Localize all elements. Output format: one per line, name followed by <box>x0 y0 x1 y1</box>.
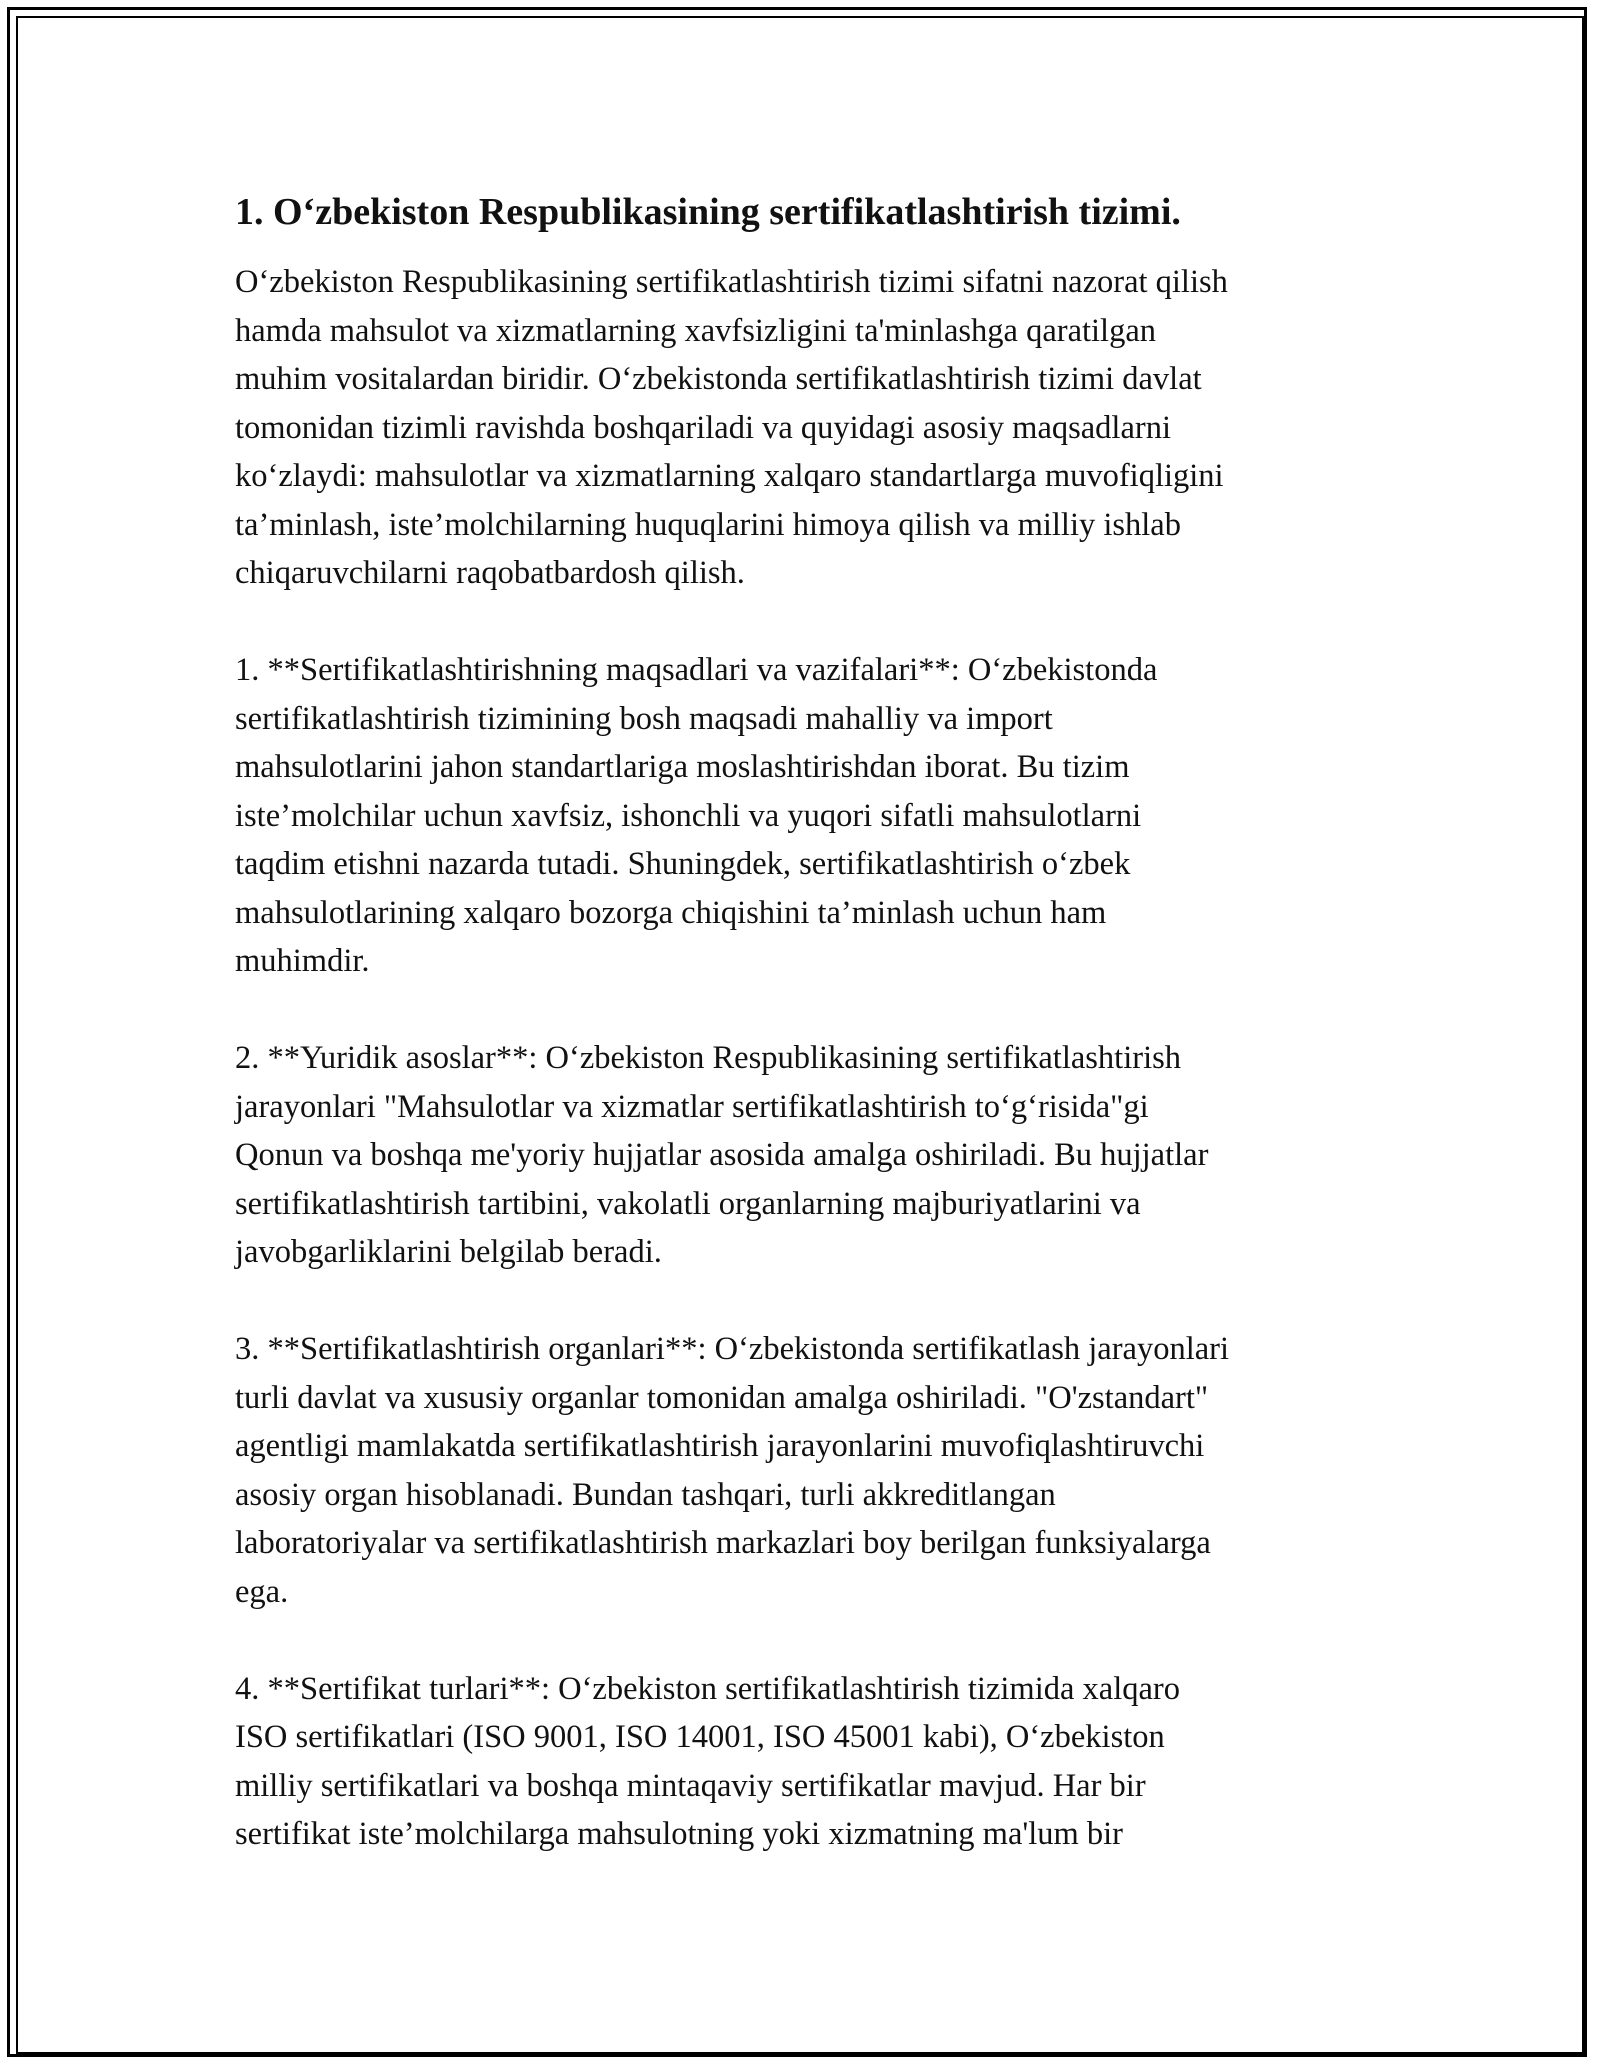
paragraph-line: asosiy organ hisoblanadi. Bundan tashqari, turli akkreditlangan <box>235 1476 1056 1513</box>
paragraph-line: O‘zbekiston Respublikasining sertifikatlashtirish tizimi sifatni nazorat qilish <box>235 264 1228 300</box>
page-title: 1. O‘zbekiston Respublikasining sertifikatlashtirish tizimi. <box>235 191 1181 233</box>
paragraph-legal-basis <box>235 1034 1365 1277</box>
paragraph-intro <box>235 258 1365 598</box>
paragraph-line: ISO sertifikatlari (ISO 9001, ISO 14001, ISO 45001 kabi), O‘zbekiston <box>235 1719 1165 1755</box>
paragraph-line: ta’minlash, iste’molchilarning huquqlarini himoya qilish va milliy ishlab <box>235 506 1181 543</box>
paragraph-line: Qonun va boshqa me'yoriy hujjatlar asosida amalga oshiriladi. Bu hujjatlar <box>235 1137 1209 1173</box>
paragraph-line: muhimdir. <box>235 943 370 979</box>
paragraph-line: muhim vositalardan biridir. O‘zbekistonda sertifikatlashtirish tizimi davlat <box>235 361 1202 397</box>
paragraph-line: chiqaruvchilarni raqobatbardosh qilish. <box>235 555 745 591</box>
paragraph-line: hamda mahsulot va xizmatlarning xavfsizligini ta'minlashga qaratilgan <box>235 312 1157 349</box>
paragraph-line: 4. **Sertifikat turlari**: O‘zbekiston sertifikatlashtirish tizimida xalqaro <box>235 1670 1180 1707</box>
paragraph-line: turli davlat va xususiy organlar tomonidan amalga oshiriladi. "O'zstandart" <box>235 1379 1209 1416</box>
paragraph-goals <box>235 646 1365 986</box>
paragraph-line: javobgarliklarini belgilab beradi. <box>235 1234 662 1270</box>
paragraph-line: taqdim etishni nazarda tutadi. Shuningdek, sertifikatlashtirish o‘zbek <box>235 846 1131 882</box>
paragraph-line: sertifikatlashtirish tizimining bosh maqsadi mahalliy va import <box>235 700 1053 737</box>
paragraph-line: 1. **Sertifikatlashtirishning maqsadlari va vazifalari**: O‘zbekistonda <box>235 652 1158 688</box>
paragraph-line: mahsulotlarining xalqaro bozorga chiqishini ta’minlash uchun ham <box>235 894 1107 931</box>
paragraph-line: 3. **Sertifikatlashtirish organlari**: O‘zbekistonda sertifikatlash jarayonlari <box>235 1331 1229 1367</box>
paragraph-line: jarayonlari "Mahsulotlar va xizmatlar sertifikatlashtirish to‘g‘risida"gi <box>235 1088 1149 1125</box>
paragraph-certificate-types <box>235 1665 1365 1859</box>
paragraph-line: ega. <box>235 1573 289 1610</box>
paragraph-line: milliy sertifikatlari va boshqa mintaqaviy sertifikatlar mavjud. Har bir <box>235 1767 1146 1804</box>
paragraph-line: 2. **Yuridik asoslar**: O‘zbekiston Respublikasining sertifikatlashtirish <box>235 1040 1181 1076</box>
document-body <box>235 188 1365 1907</box>
paragraph-bodies <box>235 1325 1365 1616</box>
paragraph-line: sertifikatlashtirish tartibini, vakolatli organlarning majburiyatlarini va <box>235 1185 1141 1222</box>
paragraph-line: mahsulotlarini jahon standartlariga moslashtirishdan iborat. Bu tizim <box>235 749 1130 785</box>
paragraph-line: ko‘zlaydi: mahsulotlar va xizmatlarning xalqaro standartlarga muvofiqligini <box>235 458 1224 494</box>
paragraph-line: agentligi mamlakatda sertifikatlashtirish jarayonlarini muvofiqlashtiruvchi <box>235 1428 1205 1464</box>
paragraph-line: laboratoriyalar va sertifikatlashtirish markazlari boy berilgan funksiyalarga <box>235 1525 1211 1561</box>
paragraph-line: iste’molchilar uchun xavfsiz, ishonchli va yuqori sifatli mahsulotlarni <box>235 797 1142 834</box>
paragraph-line: sertifikat iste’molchilarga mahsulotning yoki xizmatning ma'lum bir <box>235 1816 1124 1852</box>
paragraph-line: tomonidan tizimli ravishda boshqariladi va quyidagi asosiy maqsadlarni <box>235 409 1171 446</box>
